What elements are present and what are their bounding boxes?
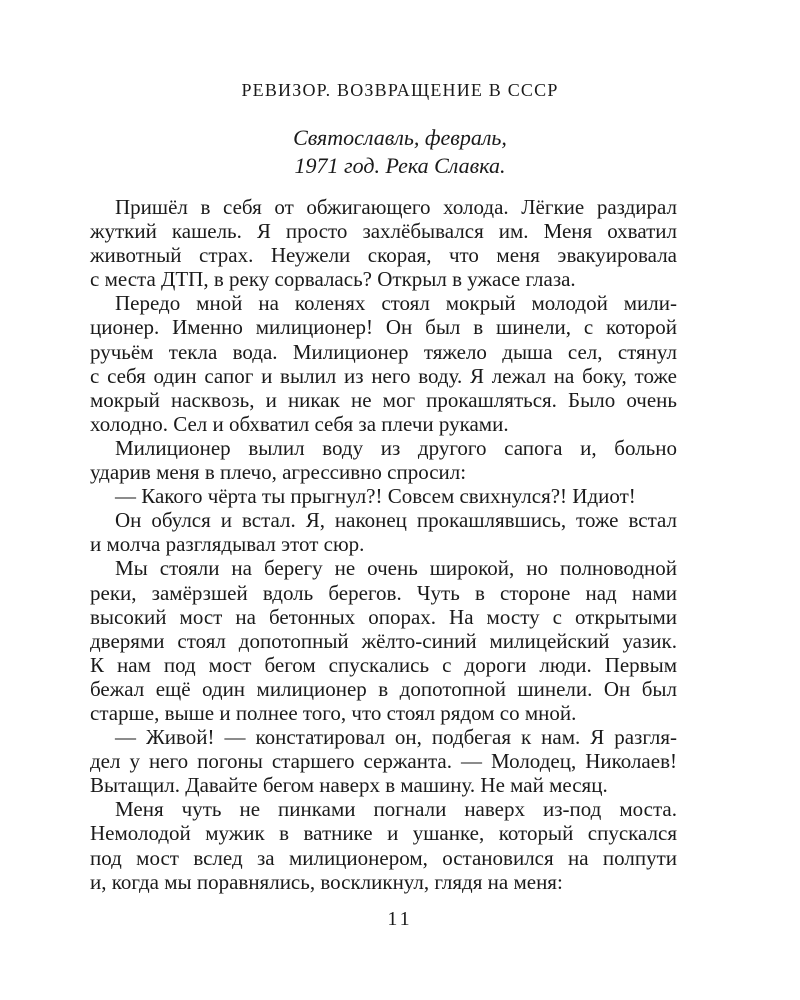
text-line: с места ДТП, в реку сорвалась? Открыл в ужасе глаза. <box>90 267 576 292</box>
scene-heading-line-2: 1971 год. Река Славка. <box>294 153 506 178</box>
text-line: дел у него погоны старшего сержанта. — Молодец, Николаев! <box>90 749 677 774</box>
text-line: Мы стояли на берегу не очень широкой, но полноводной <box>115 556 677 581</box>
text-line: мокрый насквозь, и никак не мог прокашляться. Было очень <box>90 387 677 412</box>
text-line: ударив меня в плечо, агрессивно спросил: <box>90 460 467 485</box>
text-line: ручьём текла вода. Милиционер тяжело дыша сел, стянул <box>90 339 677 364</box>
text-line: с себя один сапог и вылил из него воду. Я лежал на боку, тоже <box>90 363 677 388</box>
text-line: Немолодой мужик в ватнике и ушанке, который спускался <box>90 821 677 846</box>
text-line: Пришёл в себя от обжигающего холода. Лёгкие раздирал <box>115 195 677 219</box>
text-line: высокий мост на бетонных опорах. На мосту с открытыми <box>90 604 677 629</box>
text-line: Милиционер вылил воду из другого сапога и, больно <box>115 435 677 460</box>
page-number: 11 <box>387 908 413 930</box>
text-line: ционер. Именно милиционер! Он был в шинели, с которой <box>90 315 677 340</box>
body-text <box>90 195 677 894</box>
text-line: и молча разглядывал этот сюр. <box>90 532 365 557</box>
text-line: Передо мной на коленях стоял мокрый молодой мили- <box>115 291 677 316</box>
text-line: К нам под мост бегом спускались с дороги люди. Первым <box>90 652 677 677</box>
text-line: под мост вслед за милиционером, остановился на полпути <box>90 845 677 870</box>
text-line: — Живой! — констатировал он, подбегая к нам. Я разгля- <box>115 725 677 750</box>
text-line: и, когда мы поравнялись, воскликнул, глядя на меня: <box>90 869 563 894</box>
text-line: реки, замёрзшей вдоль берегов. Чуть в стороне над нами <box>90 580 677 605</box>
text-line: дверями стоял допотопный жёлто-синий милицейский уазик. <box>90 628 677 653</box>
scene-heading <box>0 124 800 180</box>
text-line: Меня чуть не пинками погнали наверх из-под моста. <box>115 797 677 822</box>
running-title: РЕВИЗОР. ВОЗВРАЩЕНИЕ В СССР <box>241 80 559 100</box>
text-line: холодно. Сел и обхватил себя за плечи руками. <box>90 411 509 436</box>
text-line: животный страх. Неужели скорая, что меня эвакуировала <box>90 243 677 268</box>
text-line: старше, выше и полнее того, что стоял рядом со мной. <box>90 700 577 725</box>
text-line: жуткий кашель. Я просто захлёбывался им. Меня охватил <box>90 219 677 244</box>
text-line: бежал ещё один милиционер в допотопной шинели. Он был <box>90 676 677 701</box>
text-line: Он обулся и встал. Я, наконец прокашлявшись, тоже встал <box>115 508 677 533</box>
text-line: — Какого чёрта ты прыгнул?! Совсем свихнулся?! Идиот! <box>115 484 636 509</box>
text-line: Вытащил. Давайте бегом наверх в машину. Не май месяц. <box>90 773 608 798</box>
scene-heading-line-1: Святославль, февраль, <box>293 125 507 150</box>
